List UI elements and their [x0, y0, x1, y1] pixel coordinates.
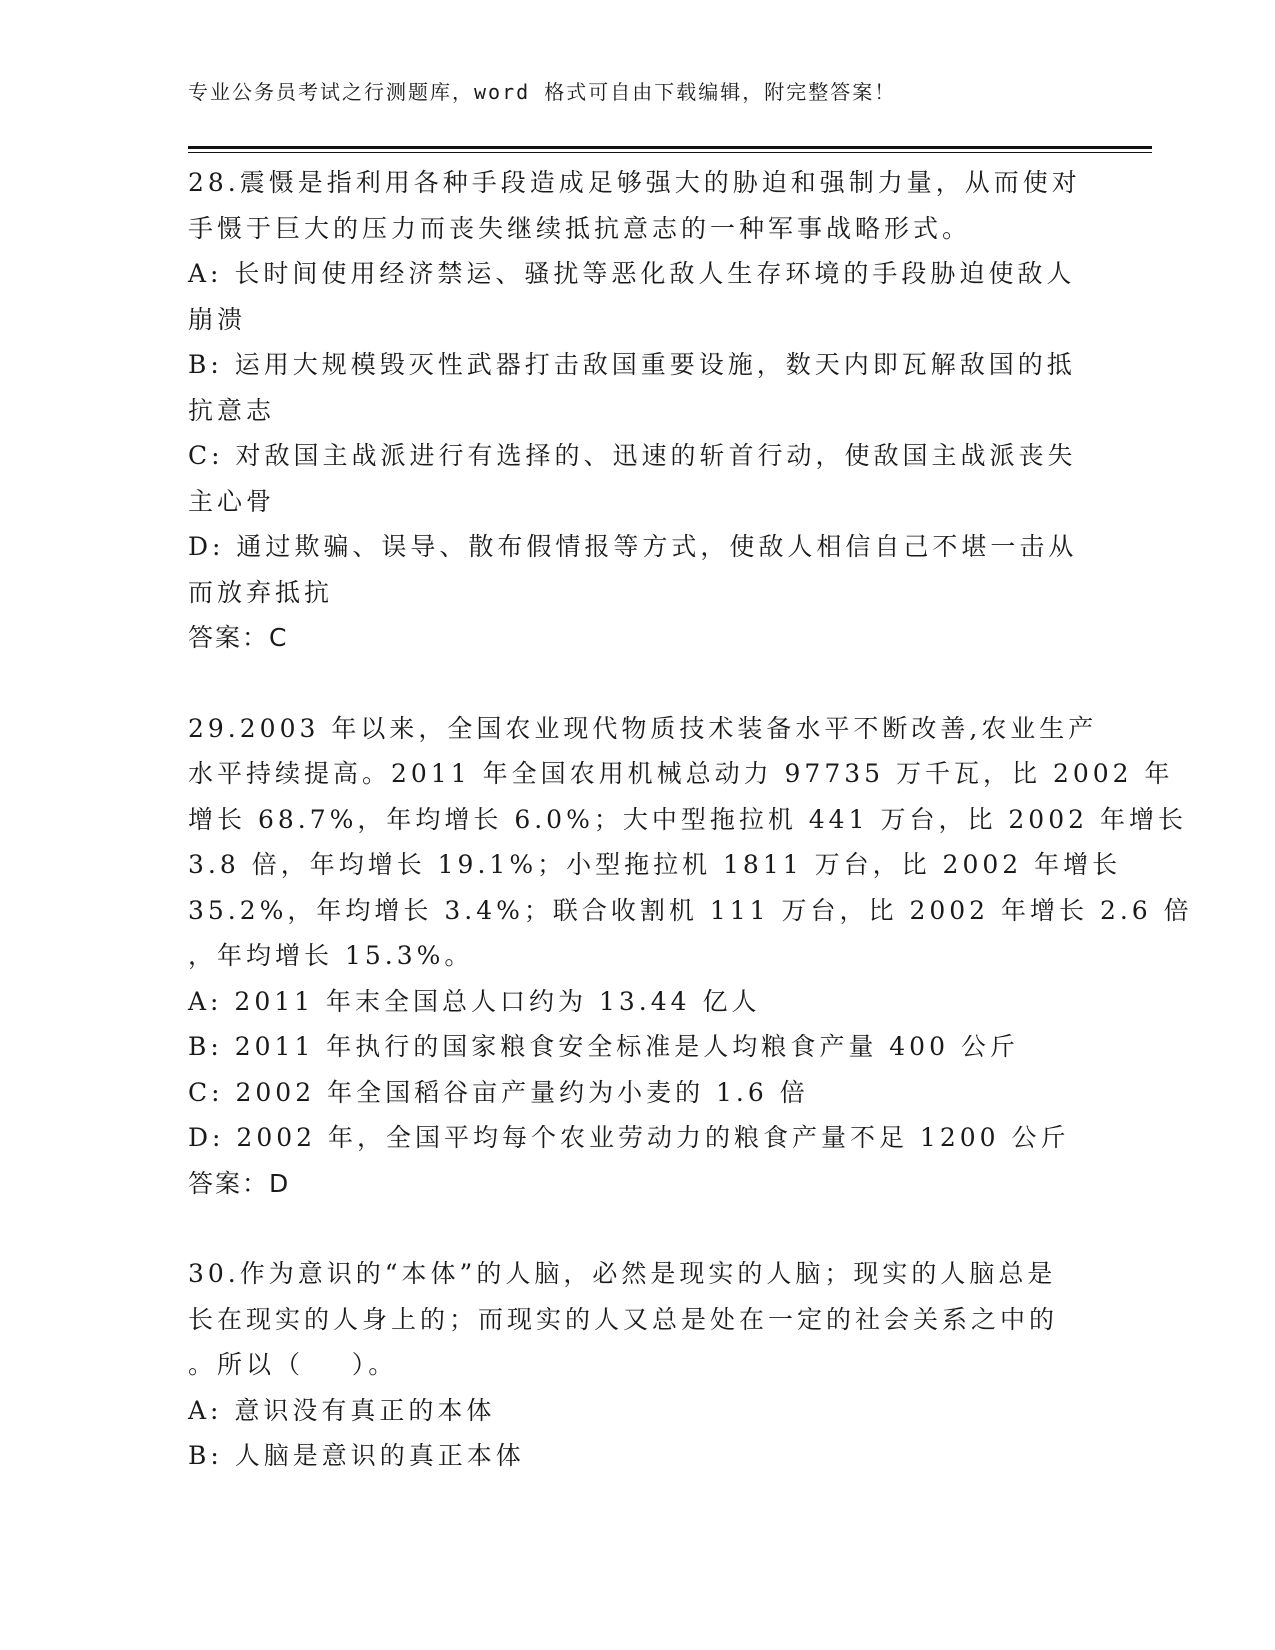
- question-stem-line: 28.震慑是指利用各种手段造成足够强大的胁迫和强制力量，从而使对: [188, 168, 1081, 197]
- header-divider-thick: [188, 146, 1152, 149]
- question-stem-line: 3.8 倍，年均增长 19.1%；小型拖拉机 1811 万台，比 2002 年增长: [188, 850, 1122, 879]
- question-stem-line: 手慑于巨大的压力而丧失继续抵抗意志的一种军事战略形式。: [188, 213, 972, 243]
- option-line: 抗意志: [188, 395, 276, 425]
- header-divider-thin: [188, 152, 1152, 153]
- question-stem-line: 长在现实的人身上的；而现实的人又总是处在一定的社会关系之中的: [188, 1304, 1059, 1334]
- option-line: 崩溃: [188, 304, 247, 334]
- spacer: [188, 661, 1088, 706]
- option-line: B: 人脑是意识的真正本体: [188, 1441, 525, 1470]
- option-line: A: 意识没有真正的本体: [188, 1395, 496, 1425]
- question-stem-line: 35.2%，年均增长 3.4%；联合收割机 111 万台，比 2002 年增长 2.6 倍: [188, 895, 1193, 925]
- question-stem-line: 增长 68.7%，年均增长 6.0%；大中型拖拉机 441 万台，比 2002 年增长: [188, 804, 1187, 834]
- question-stem-line: 。所以（ ）。: [188, 1350, 398, 1379]
- page-header: 专业公务员考试之行测题库，word 格式可自由下载编辑，附完整答案！: [188, 80, 897, 104]
- question-30: [188, 1251, 1088, 1479]
- spacer: [188, 1206, 1088, 1251]
- question-29: [188, 706, 1193, 1207]
- question-stem-line: 30.作为意识的“本体”的人脑，必然是现实的人脑；现实的人脑总是: [188, 1259, 1057, 1288]
- option-line: A: 2011 年末全国总人口约为 13.44 亿人: [188, 986, 761, 1016]
- option-line: A: 长时间使用经济禁运、骚扰等恶化敌人生存环境的手段胁迫使敌人: [188, 259, 1076, 288]
- question-stem-line: ，年均增长 15.3%。: [188, 941, 474, 970]
- question-stem-line: 29.2003 年以来，全国农业现代物质技术装备水平不断改善,农业生产: [188, 713, 1098, 743]
- question-list: [188, 160, 1193, 1479]
- question-28: [188, 160, 1088, 661]
- option-line: B: 运用大规模毁灭性武器打击敌国重要设施，数天内即瓦解敌国的抵: [188, 350, 1076, 379]
- answer-line: 答案：D: [188, 1168, 291, 1198]
- answer-line: 答案：C: [188, 623, 289, 652]
- option-line: D: 2002 年，全国平均每个农业劳动力的粮食产量不足 1200 公斤: [188, 1123, 1070, 1152]
- option-line: 而放弃抵抗: [188, 577, 334, 607]
- option-line: 主心骨: [188, 486, 276, 516]
- option-line: C: 2002 年全国稻谷亩产量约为小麦的 1.6 倍: [188, 1077, 809, 1107]
- option-line: C: 对敌国主战派进行有选择的、迅速的斩首行动，使敌国主战派丧失: [188, 441, 1077, 470]
- option-line: B: 2011 年执行的国家粮食安全标准是人均粮食产量 400 公斤: [188, 1032, 1019, 1061]
- question-stem-line: 水平持续提高。2011 年全国农用机械总动力 97735 万千瓦，比 2002 年: [188, 759, 1174, 788]
- option-line: D: 通过欺骗、误导、散布假情报等方式，使敌人相信自己不堪一击从: [188, 532, 1078, 561]
